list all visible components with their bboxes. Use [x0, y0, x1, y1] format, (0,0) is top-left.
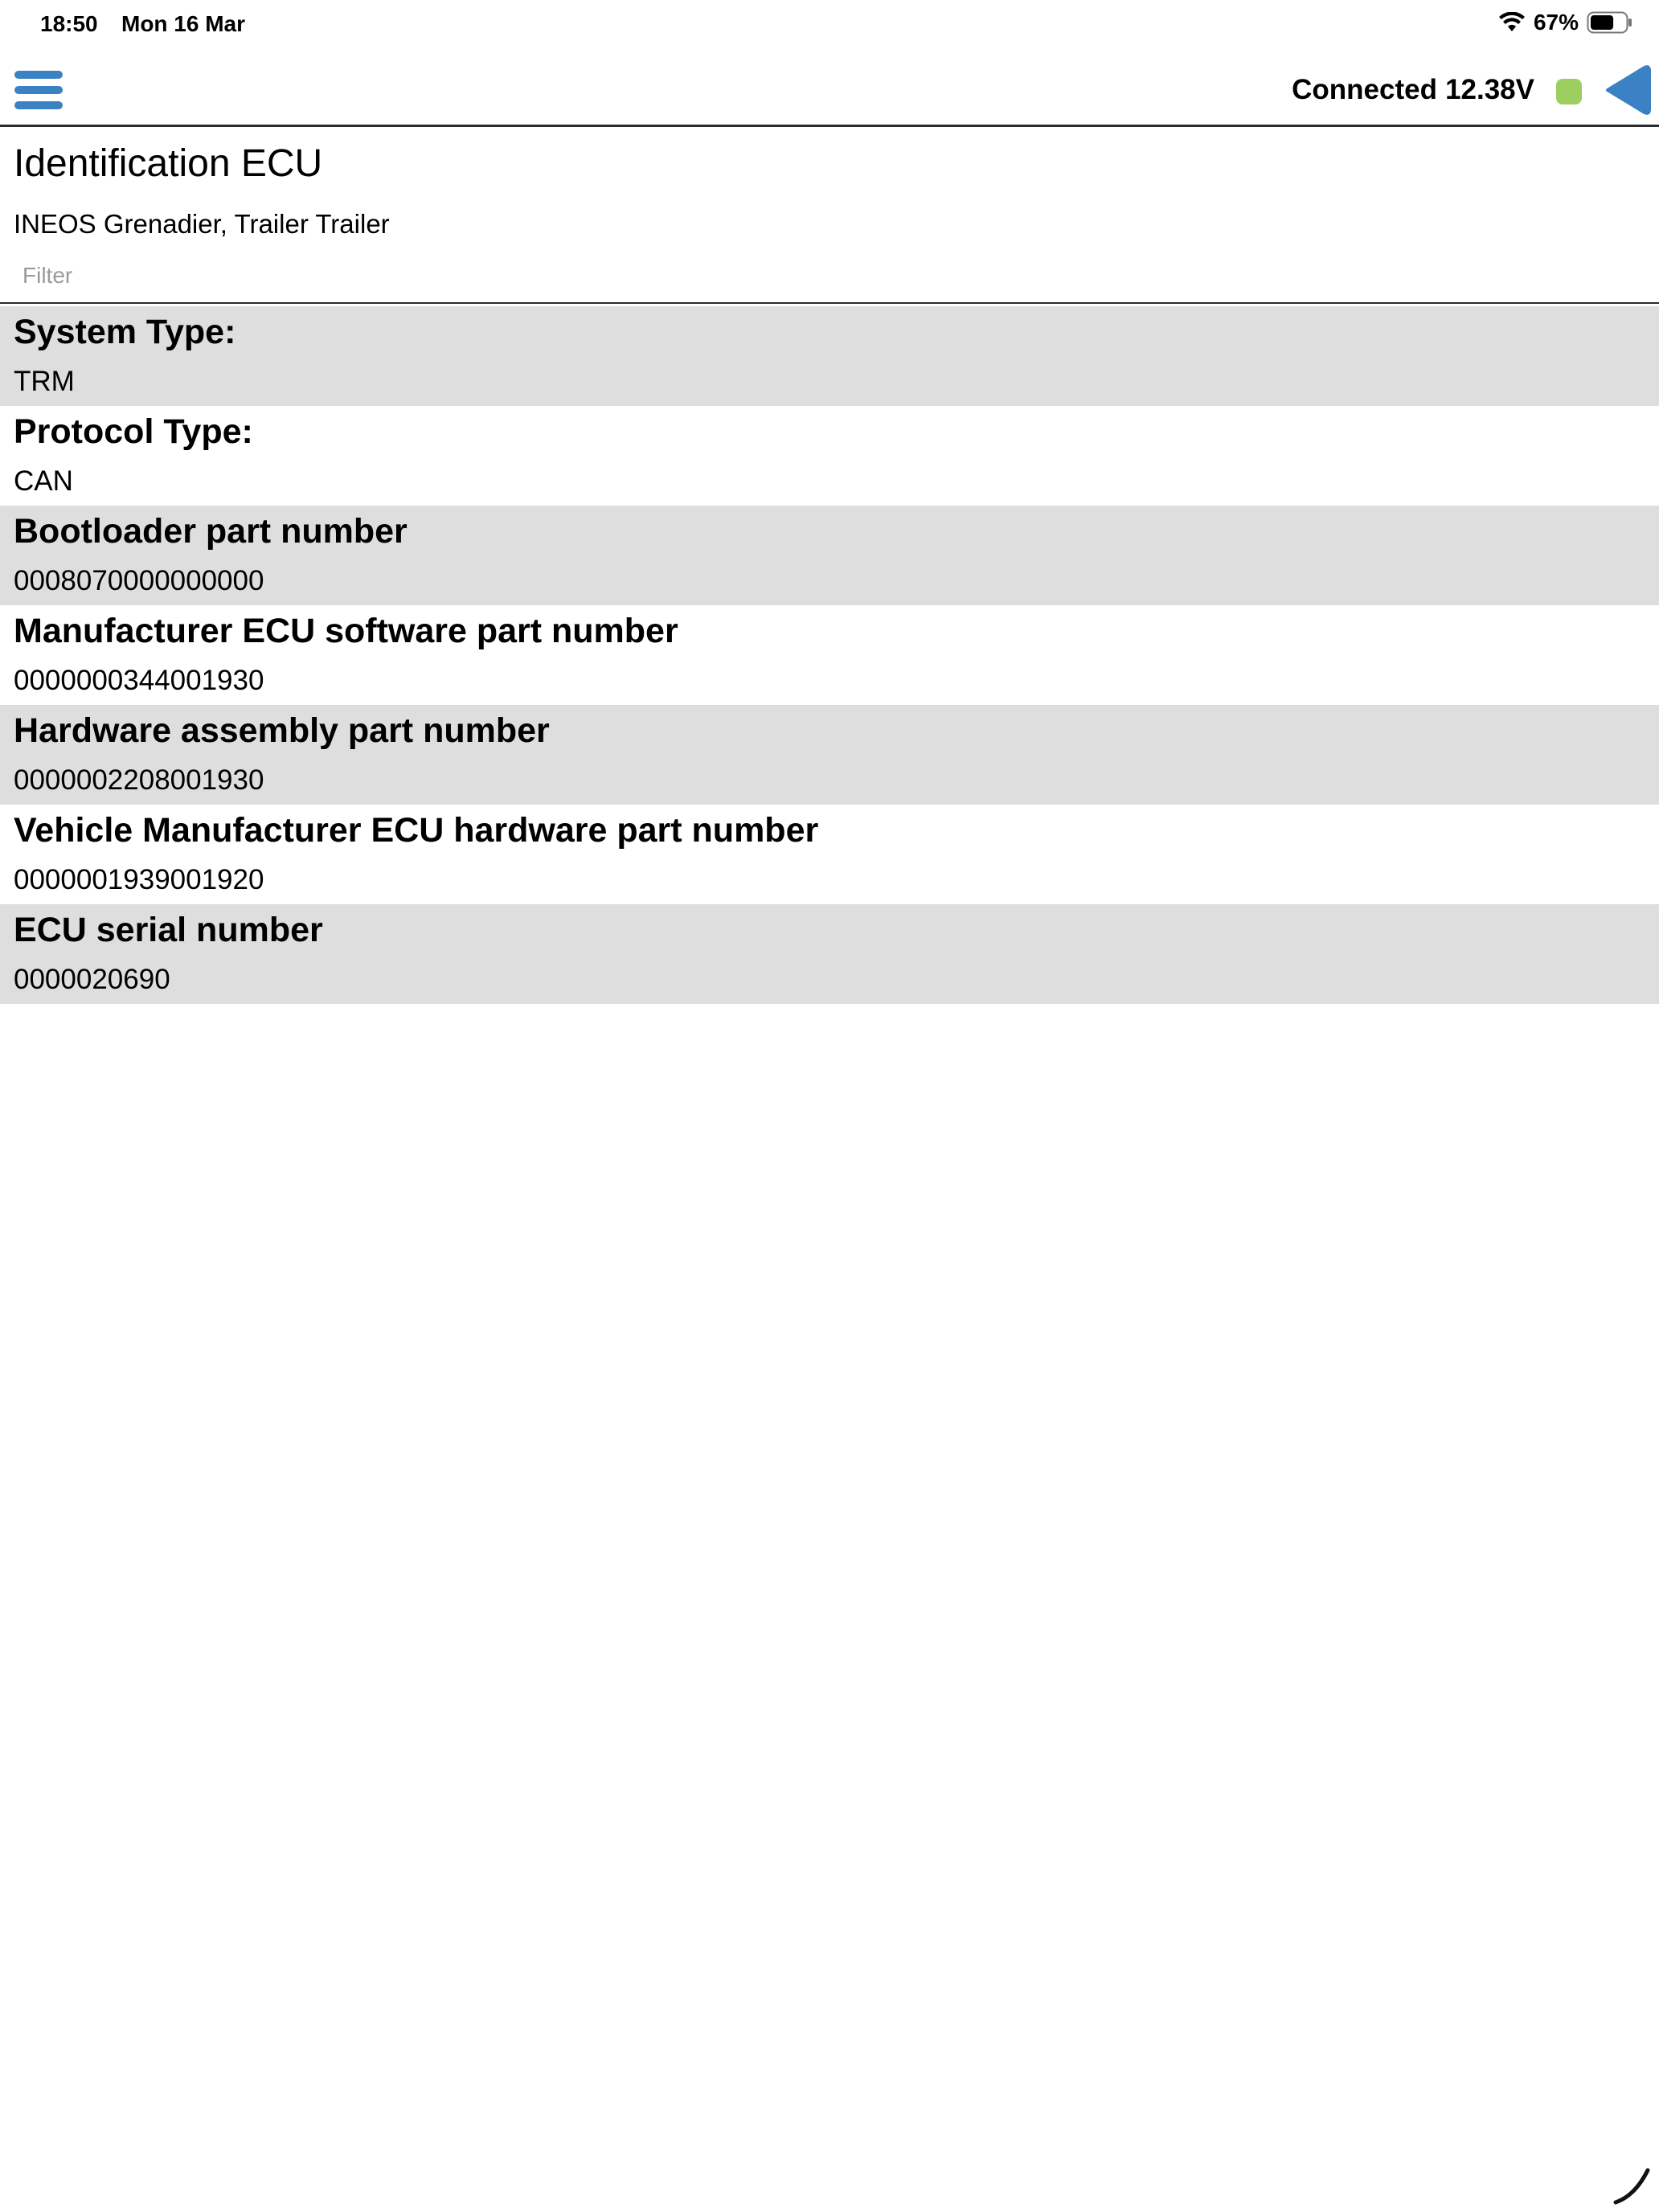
- status-date: Mon 16 Mar: [121, 11, 246, 36]
- page-title: Identification ECU: [14, 142, 323, 185]
- item-label: Protocol Type:: [14, 412, 253, 451]
- status-bar: [0, 0, 1659, 50]
- vehicle-subtitle: INEOS Grenadier, Trailer Trailer: [14, 209, 390, 239]
- item-label: System Type:: [14, 313, 236, 351]
- resize-handle-icon[interactable]: [1611, 2164, 1654, 2207]
- item-value: 0000001939001920: [14, 864, 264, 895]
- status-indicators: [1498, 10, 1633, 35]
- connection-indicator: [1556, 79, 1582, 104]
- list-item-system-type: [0, 306, 1659, 406]
- status-time: 18:50: [40, 11, 98, 36]
- filter-input[interactable]: [14, 256, 1645, 296]
- battery-fill: [1591, 15, 1613, 30]
- list-item-hardware-assembly-part-number: [0, 705, 1659, 805]
- item-label: ECU serial number: [14, 911, 323, 949]
- item-value: 0000000344001930: [14, 665, 264, 696]
- battery-icon: [1587, 11, 1633, 34]
- connection-status: Connected: [1292, 74, 1437, 105]
- item-label: Hardware assembly part number: [14, 711, 550, 750]
- top-nav-bar: [0, 50, 1659, 127]
- battery-voltage: 12.38V: [1445, 74, 1534, 105]
- menu-icon[interactable]: [13, 64, 64, 116]
- list-item-protocol-type: [0, 406, 1659, 506]
- list-item-software-part-number: [0, 605, 1659, 705]
- list-item-hardware-part-number: [0, 805, 1659, 904]
- item-label: Manufacturer ECU software part number: [14, 612, 678, 650]
- wifi-icon: [1498, 12, 1526, 33]
- item-value: 0000002208001930: [14, 764, 264, 796]
- list-item-ecu-serial-number: [0, 904, 1659, 1004]
- item-value: TRM: [14, 366, 75, 397]
- filter-divider: [0, 302, 1659, 304]
- item-label: Vehicle Manufacturer ECU hardware part number: [14, 811, 819, 850]
- identification-list: [0, 306, 1659, 1004]
- item-value: 0008070000000000: [14, 565, 264, 596]
- battery-percent: 67%: [1533, 10, 1579, 35]
- item-value: CAN: [14, 465, 73, 497]
- item-value: 0000020690: [14, 964, 170, 995]
- back-arrow-icon[interactable]: [1603, 64, 1653, 116]
- list-item-bootloader-part-number: [0, 506, 1659, 605]
- item-label: Bootloader part number: [14, 512, 408, 551]
